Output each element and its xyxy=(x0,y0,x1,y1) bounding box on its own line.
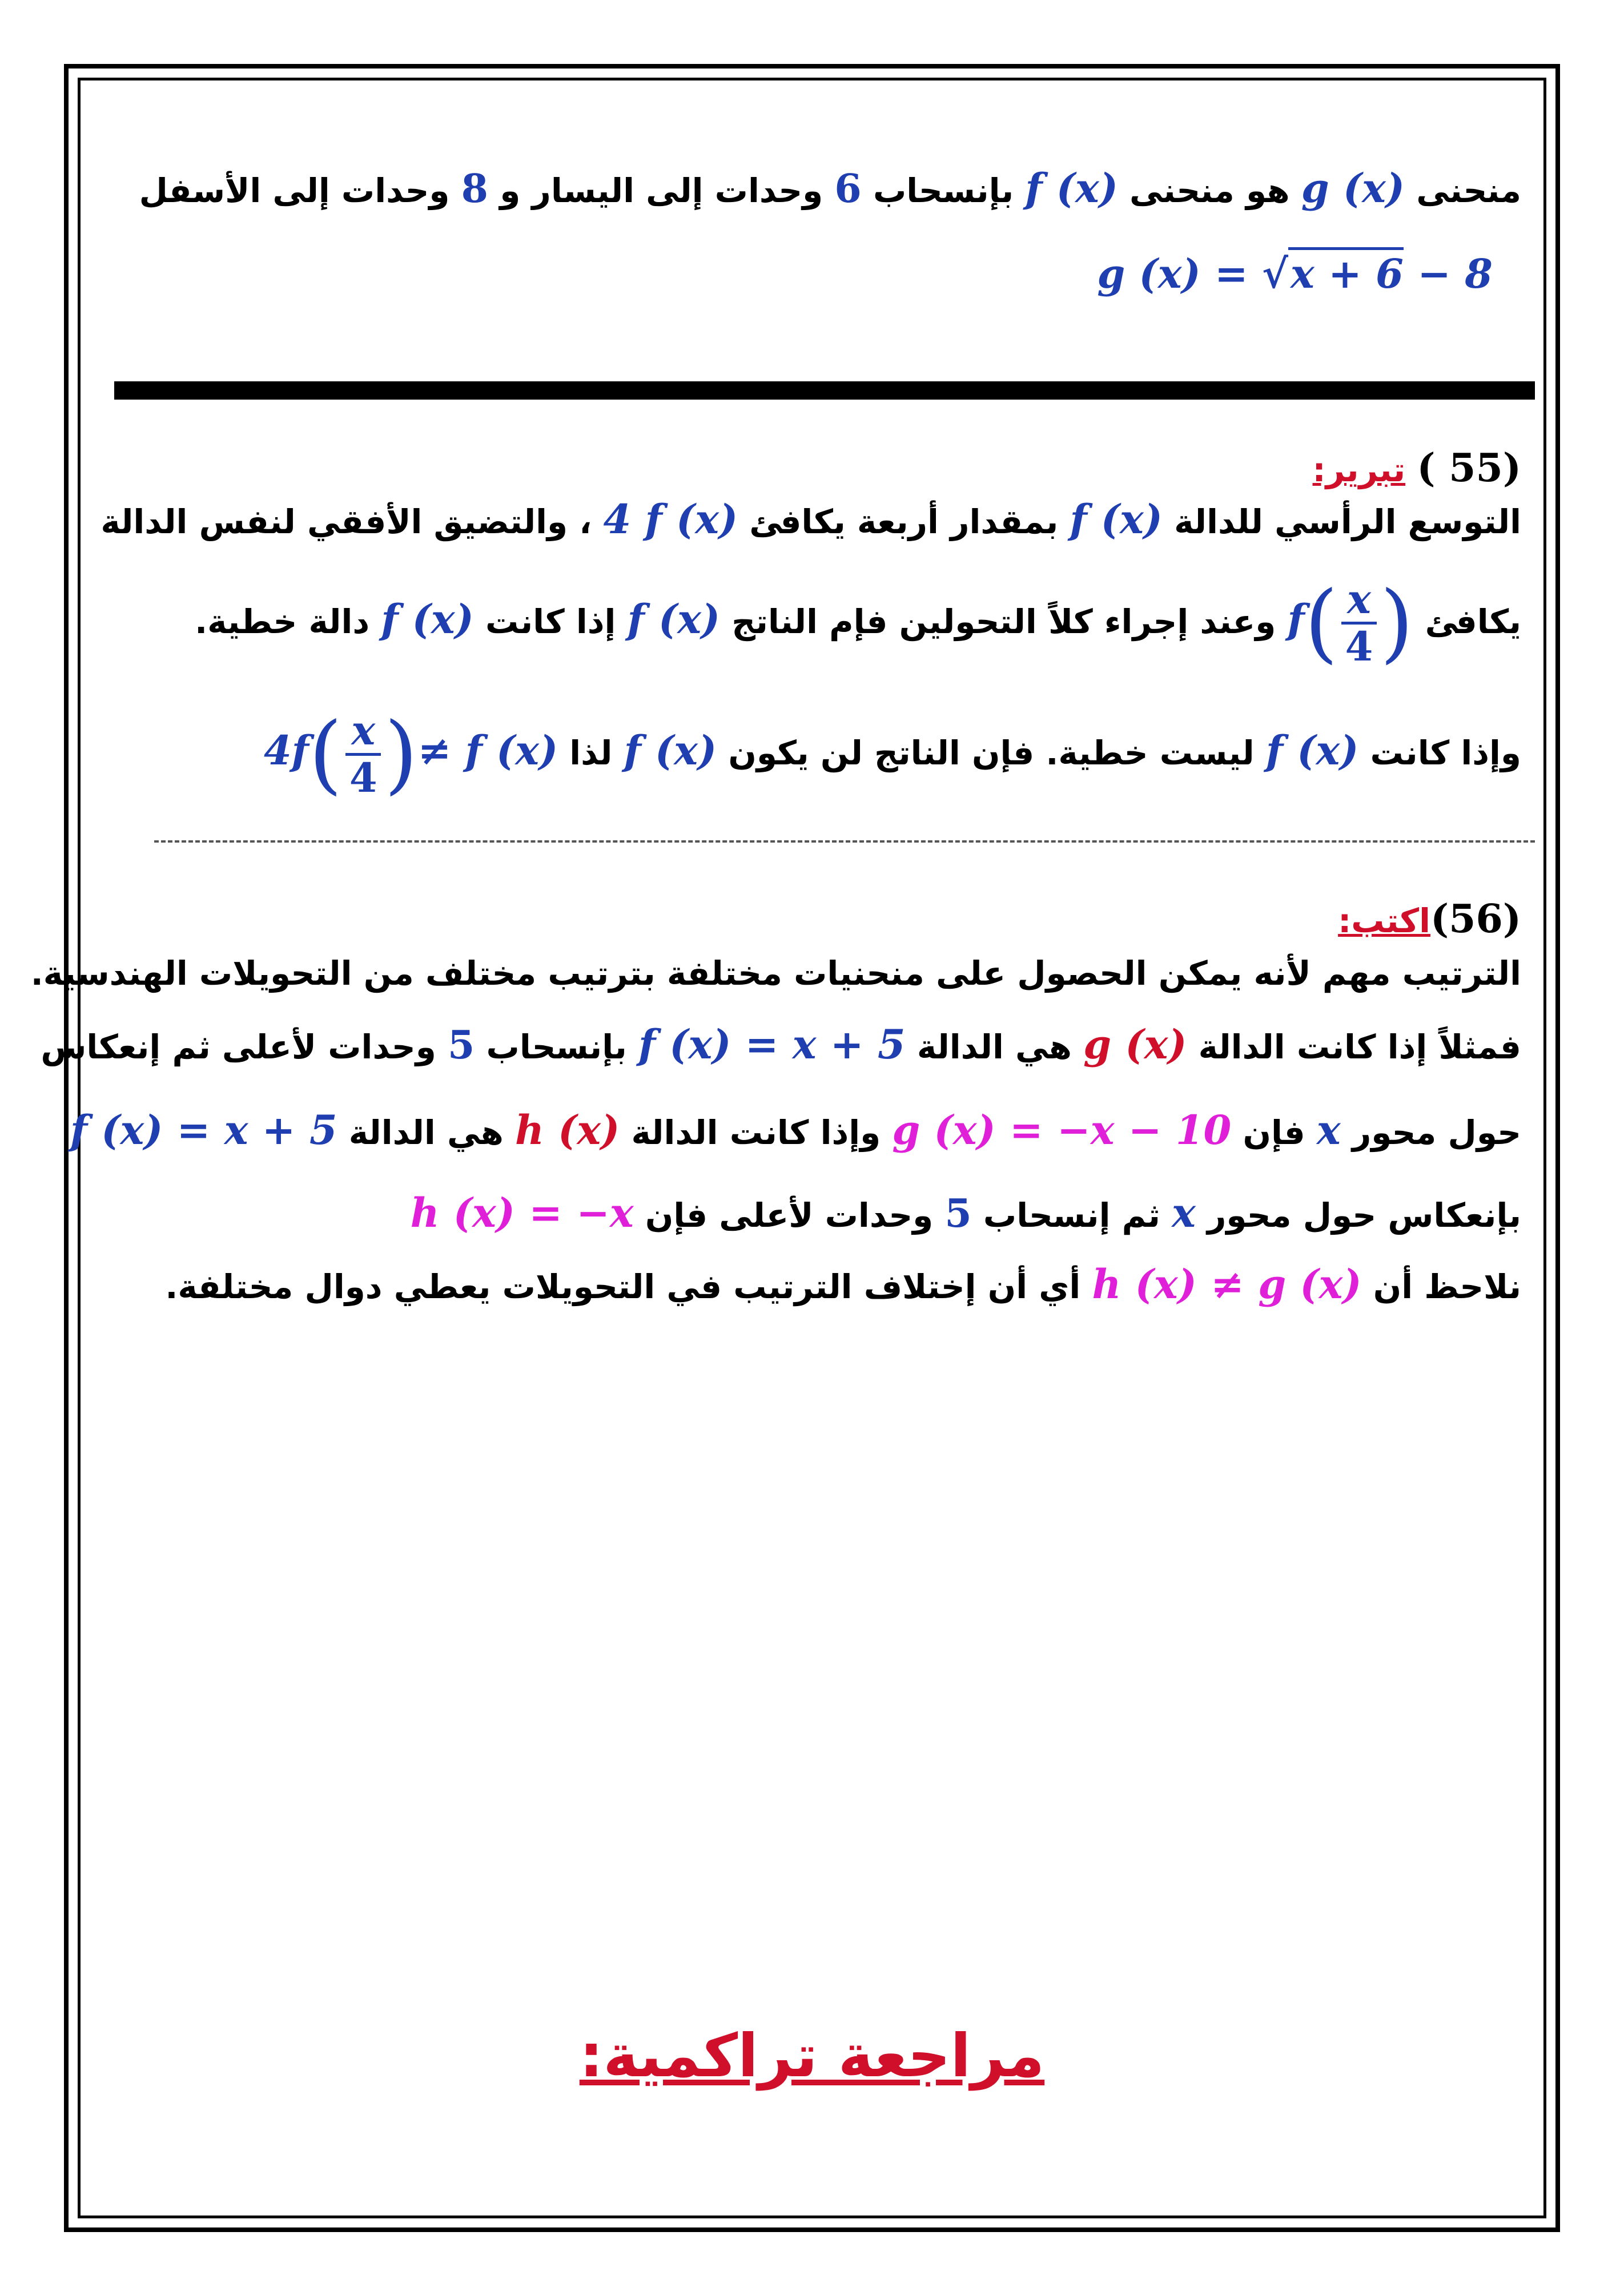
text: وحدات إلى الأسفل xyxy=(139,171,450,210)
math-hx: h (x) xyxy=(1092,1260,1197,1308)
q56-heading xyxy=(114,896,1521,944)
math-gx: g (x) xyxy=(1258,1260,1362,1308)
lhs-4f: 4f xyxy=(263,727,309,774)
fraction-denominator: 4 xyxy=(1345,622,1373,670)
text: هي الدالة xyxy=(916,1028,1072,1066)
math-fx: f (x) xyxy=(627,595,721,643)
text: هي الدالة xyxy=(348,1113,504,1152)
question-label: اكتب: xyxy=(1338,901,1430,940)
rhs: ≠ f (x) xyxy=(417,727,558,774)
text: بإنسحاب xyxy=(873,171,1014,210)
math-hx-expression: h (x) = −x xyxy=(410,1189,634,1236)
dashed-divider xyxy=(154,840,1535,843)
q56-line5 xyxy=(114,1262,1521,1310)
text: ليست خطية. فإن الناتج لن يكون xyxy=(728,734,1255,772)
f-symbol: f xyxy=(1287,595,1305,643)
text: وحدات إلى اليسار و xyxy=(500,171,823,210)
q55-line1 xyxy=(101,496,1521,545)
text: لذا xyxy=(569,734,613,772)
text: ثم إنسحاب xyxy=(983,1196,1160,1235)
math-4fx: 4 f (x) xyxy=(603,496,738,543)
text: دالة خطية. xyxy=(195,602,370,641)
text: حول محور xyxy=(1352,1113,1521,1152)
text: إذا كانت xyxy=(485,602,616,641)
fraction-denominator: 4 xyxy=(349,754,377,801)
number-8: 8 xyxy=(461,166,488,212)
math-gx: g (x) xyxy=(1083,1021,1187,1068)
q55-heading xyxy=(114,445,1521,493)
text: وإذا كانت الدالة xyxy=(631,1113,881,1152)
text: منحنى xyxy=(1416,171,1521,210)
text: ، والتضيق الأفقي لنفس الدالة xyxy=(101,502,592,541)
math-fx: f (x) xyxy=(1070,496,1163,543)
text: وحدات لأعلى فإن xyxy=(645,1196,934,1235)
math-f-x-over-4: f( $\frac{x}{4}$ ) xyxy=(1287,573,1414,672)
q56-line1 xyxy=(30,950,1521,996)
part-a-line1 xyxy=(114,166,1521,214)
text: فمثلاً إذا كانت الدالة xyxy=(1198,1028,1521,1066)
math-x: x xyxy=(1172,1189,1196,1236)
math-hx-neq-gx xyxy=(1092,1262,1362,1307)
math-inequality: 4f( $\frac{x}{4}$ )≠ f (x) xyxy=(263,704,558,804)
thick-divider xyxy=(114,381,1535,400)
radical-sign: √ xyxy=(1262,250,1289,297)
part-a-formula xyxy=(114,251,1493,299)
text: هو منحنى xyxy=(1129,171,1290,210)
number-5: 5 xyxy=(448,1022,475,1068)
text: التوسع الرأسي للدالة xyxy=(1174,502,1521,541)
question-number: (55 ) xyxy=(1417,445,1521,491)
fraction-numerator: x xyxy=(345,708,381,756)
math-fx: f (x) xyxy=(1025,164,1118,212)
text: وحدات لأعلى ثم إنعكاس xyxy=(41,1028,436,1066)
cumulative-review-title: مراجعة تراكمية: xyxy=(579,2021,1045,2090)
question-label: تبرير: xyxy=(1312,450,1406,489)
math-fx: f (x) xyxy=(624,727,717,774)
text: فإن xyxy=(1243,1113,1305,1152)
math-gx: g (x) xyxy=(1301,164,1405,212)
math-fx: f (x) xyxy=(381,595,474,643)
neq-sign: ≠ xyxy=(1211,1260,1244,1308)
formula-gx xyxy=(1097,251,1493,297)
number-5: 5 xyxy=(944,1191,972,1236)
question-number: (56) xyxy=(1430,896,1521,942)
number-6: 6 xyxy=(834,166,862,212)
math-fx-expression: f (x) = x + 5 xyxy=(638,1021,906,1068)
q55-line2 xyxy=(114,573,1521,672)
text: بإنعكاس حول محور xyxy=(1207,1196,1521,1235)
q56-line2 xyxy=(41,1021,1521,1070)
text: أي أن إختلاف الترتيب في التحويلات يعطي دوال مختلفة. xyxy=(165,1267,1081,1306)
text: نلاحظ أن xyxy=(1373,1267,1521,1306)
text: بمقدار أربعة يكافئ xyxy=(749,502,1059,541)
text: يكافئ xyxy=(1425,602,1521,641)
q55-line3 xyxy=(114,704,1521,804)
q56-line4 xyxy=(114,1190,1521,1238)
q56-line3 xyxy=(70,1106,1521,1155)
formula-tail: − 8 xyxy=(1403,250,1493,297)
radicand: x + 6 xyxy=(1288,247,1404,297)
text: بإنسحاب xyxy=(486,1028,627,1066)
math-gx-expression: g (x) = −x − 10 xyxy=(892,1106,1232,1154)
formula-lhs: g (x) = xyxy=(1097,250,1263,297)
math-fx-expression: f (x) = x + 5 xyxy=(70,1106,337,1154)
text: وإذا كانت xyxy=(1370,734,1521,772)
math-x: x xyxy=(1316,1106,1341,1154)
math-hx: h (x) xyxy=(515,1106,620,1154)
text: الترتيب مهم لأنه يمكن الحصول على منحنيات مختلفة بترتيب مختلف من التحويلات الهندسية. xyxy=(30,954,1521,993)
math-fx: f (x) xyxy=(1265,727,1359,774)
text: وعند إجراء كلاً التحولين فإم الناتج xyxy=(731,602,1276,641)
fraction-numerator: x xyxy=(1341,577,1377,625)
